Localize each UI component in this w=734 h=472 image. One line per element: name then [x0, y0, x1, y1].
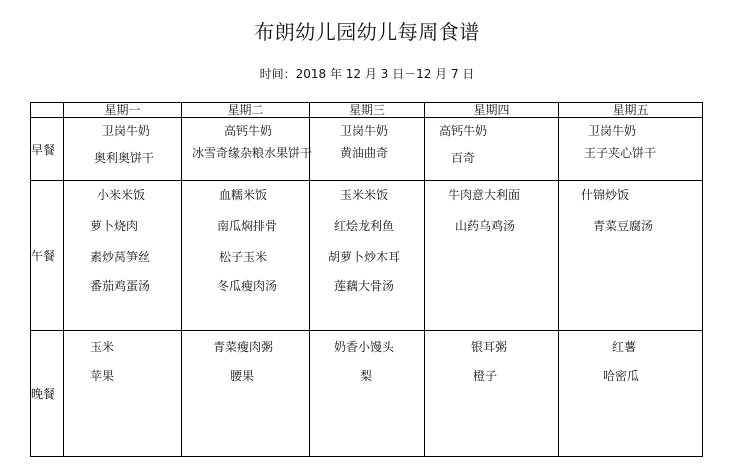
lunch-row — [31, 181, 703, 331]
day-header: 星期二 — [182, 103, 310, 118]
menu-cell — [182, 181, 310, 331]
menu-item: 卫岗牛奶 — [588, 124, 637, 138]
menu-cell — [425, 331, 559, 457]
menu-item: 血糯米饭 — [219, 188, 268, 202]
meal-label-dinner: 晚餐 — [31, 331, 64, 457]
menu-item: 黄油曲奇 — [340, 146, 389, 160]
menu-item: 王子夹心饼干 — [584, 146, 657, 160]
menu-item: 哈密瓜 — [603, 369, 640, 383]
meal-label-breakfast: 早餐 — [31, 118, 64, 181]
header-row — [31, 103, 703, 118]
menu-cell — [64, 118, 182, 181]
menu-item: 银耳粥 — [471, 340, 508, 354]
menu-item: 冬瓜瘦肉汤 — [217, 279, 278, 293]
menu-cell — [559, 331, 703, 457]
menu-item: 橙子 — [473, 369, 498, 383]
menu-item: 南瓜焖排骨 — [217, 219, 278, 233]
menu-cell — [310, 331, 425, 457]
menu-item: 小米米饭 — [97, 188, 146, 202]
menu-item: 梨 — [360, 369, 373, 383]
menu-item: 高钙牛奶 — [224, 124, 273, 138]
menu-item: 松子玉米 — [219, 250, 268, 264]
menu-item: 玉米 — [90, 340, 115, 354]
menu-item: 冰雪奇缘杂粮水果饼干 — [192, 146, 313, 160]
menu-cell — [64, 181, 182, 331]
menu-cell — [64, 331, 182, 457]
menu-item: 青菜瘦肉粥 — [213, 340, 274, 354]
day-header: 星期三 — [310, 103, 425, 118]
menu-cell — [310, 118, 425, 181]
breakfast-row — [31, 118, 703, 181]
menu-item: 奶香小馒头 — [334, 340, 395, 354]
menu-item: 卫岗牛奶 — [340, 124, 389, 138]
dinner-row — [31, 331, 703, 457]
menu-cell — [310, 181, 425, 331]
menu-item: 红薯 — [612, 340, 637, 354]
menu-item: 百奇 — [451, 151, 476, 165]
menu-cell — [182, 118, 313, 181]
menu-item: 山药乌鸡汤 — [455, 219, 516, 233]
menu-item: 腰果 — [230, 369, 255, 383]
menu-cell — [559, 118, 703, 181]
date-range: 时间：2018 年 12 月 3 日－12 月 7 日 — [259, 67, 475, 81]
menu-item: 萝卜烧肉 — [90, 219, 139, 233]
menu-item: 高钙牛奶 — [439, 124, 488, 138]
menu-cell — [425, 181, 559, 331]
day-header: 星期一 — [64, 103, 182, 118]
menu-item: 玉米米饭 — [340, 188, 389, 202]
meal-label-lunch: 午餐 — [31, 181, 64, 331]
page-title: 布朗幼儿园幼儿每周食谱 — [254, 20, 480, 44]
menu-item: 番茄鸡蛋汤 — [90, 279, 151, 293]
menu-item: 奥利奥饼干 — [94, 151, 155, 165]
menu-cell — [425, 118, 559, 181]
menu-item: 卫岗牛奶 — [102, 124, 151, 138]
weekly-menu-table — [30, 102, 703, 457]
day-header: 星期五 — [559, 103, 703, 118]
menu-item: 牛肉意大利面 — [448, 188, 521, 202]
corner-cell — [31, 103, 64, 118]
menu-item: 什锦炒饭 — [581, 188, 630, 202]
day-header: 星期四 — [425, 103, 559, 118]
menu-item: 素炒莴笋丝 — [90, 250, 151, 264]
menu-item: 胡萝卜炒木耳 — [328, 250, 401, 264]
menu-cell — [182, 331, 310, 457]
menu-item: 红烩龙利鱼 — [334, 219, 395, 233]
menu-cell — [559, 181, 703, 331]
menu-item: 青菜豆腐汤 — [593, 219, 654, 233]
menu-item: 苹果 — [90, 369, 115, 383]
menu-item: 莲藕大骨汤 — [334, 279, 395, 293]
